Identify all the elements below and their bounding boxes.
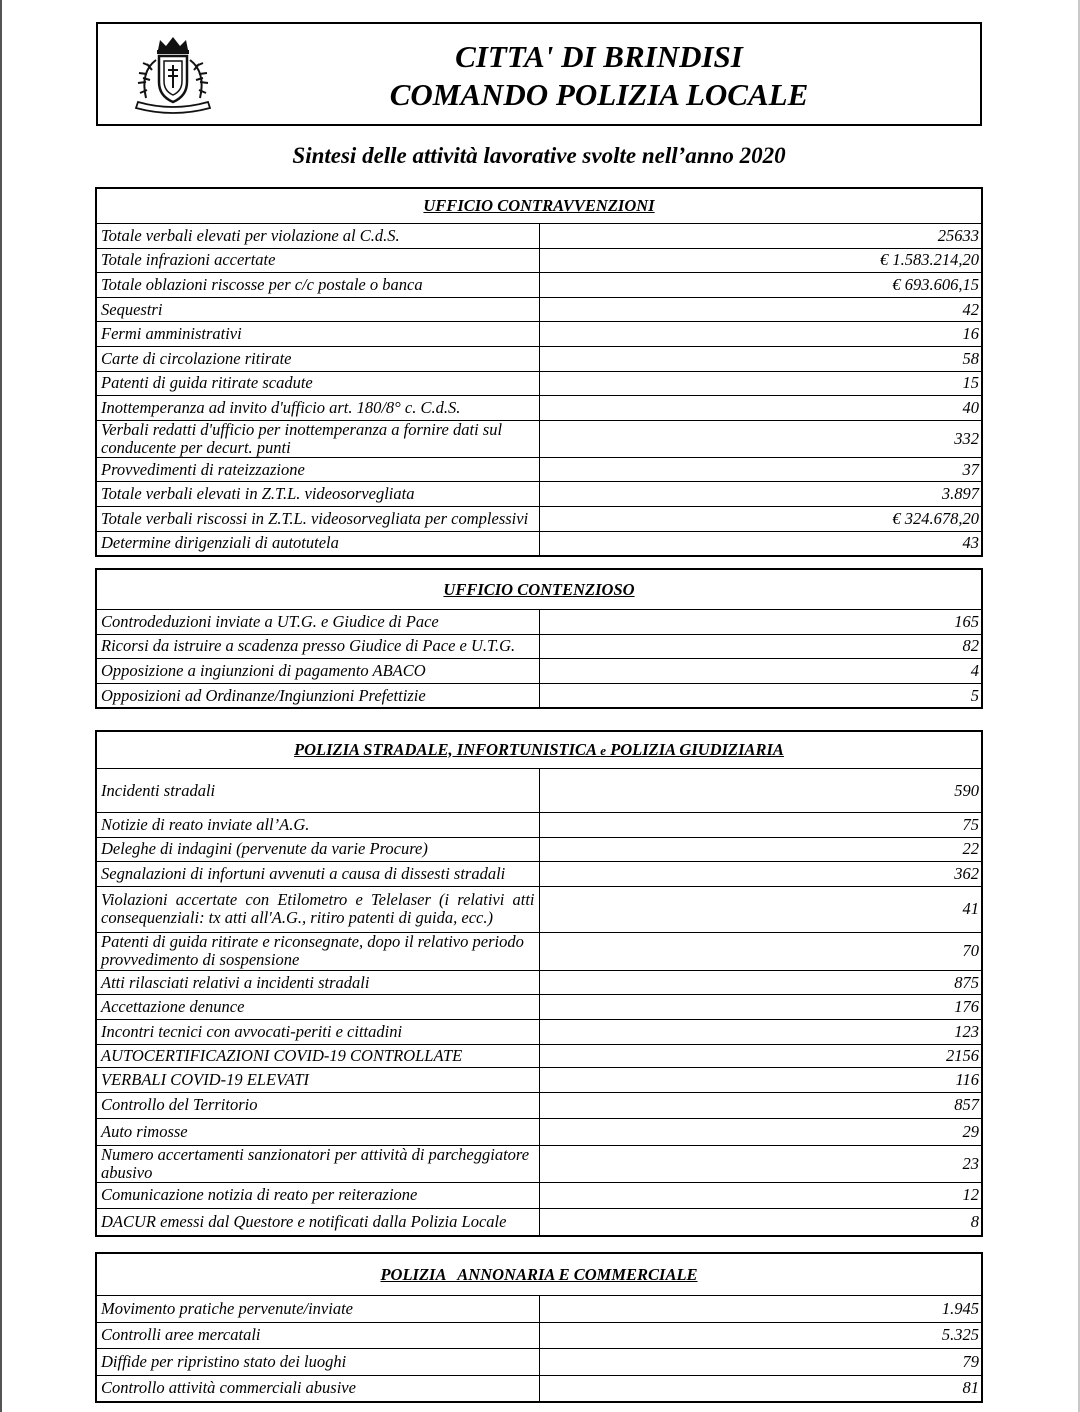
- section-ufficio-contravvenzioni: [96, 188, 982, 556]
- row-label: Provvedimenti di rateizzazione: [97, 457, 540, 482]
- table-row: [97, 862, 982, 887]
- row-value: 23: [539, 1145, 982, 1182]
- row-label: Fermi amministrativi: [97, 322, 540, 347]
- row-value: 40: [539, 396, 982, 421]
- row-label: Notizie di reato inviate all’A.G.: [97, 813, 540, 838]
- table-row: [97, 1067, 982, 1092]
- row-label: Diffide per ripristino stato dei luoghi: [97, 1349, 540, 1376]
- row-label: VERBALI COVID-19 ELEVATI: [97, 1067, 540, 1092]
- table-row: [97, 813, 982, 838]
- row-label: Totale verbali riscossi in Z.T.L. videosorvegliata per complessivi: [97, 506, 540, 531]
- table-row: [97, 837, 982, 862]
- section-ufficio-contenzioso: [96, 569, 982, 708]
- table-row: [97, 634, 982, 659]
- row-label: Inottemperanza ad invito d'ufficio art. 180/8° c. C.d.S.: [97, 396, 540, 421]
- table-row: [97, 1182, 982, 1209]
- row-value: 12: [539, 1182, 982, 1209]
- section-header-row: [97, 732, 982, 769]
- document-subtitle: Sintesi delle attività lavorative svolte nell’anno 2020: [292, 143, 786, 168]
- row-value: 58: [539, 346, 982, 371]
- table-row: [97, 396, 982, 421]
- row-value: 16: [539, 322, 982, 347]
- row-value: 25633: [539, 224, 982, 249]
- scan-edge-left: [0, 0, 2, 1412]
- row-label: Atti rilasciati relativi a incidenti stradali: [97, 970, 540, 995]
- section-title-part3: POLIZIA GIUDIZIARIA: [606, 739, 784, 759]
- table-row: [97, 482, 982, 507]
- row-value: 2156: [539, 1044, 982, 1067]
- table-row: [97, 1145, 982, 1182]
- row-label: Totale verbali elevati in Z.T.L. videosorvegliata: [97, 482, 540, 507]
- section-title-part2: e: [600, 742, 607, 758]
- row-value: 165: [539, 610, 982, 635]
- row-label: Accettazione denunce: [97, 995, 540, 1020]
- row-value: 1.945: [539, 1296, 982, 1323]
- row-label: Incontri tecnici con avvocati-periti e cittadini: [97, 1019, 540, 1044]
- row-label: Segnalazioni di infortuni avvenuti a causa di dissesti stradali: [97, 862, 540, 887]
- letterhead: [96, 22, 982, 126]
- row-label: Ricorsi da istruire a scadenza presso Giudice di Pace e U.T.G.: [97, 634, 540, 659]
- row-value: 81: [539, 1375, 982, 1402]
- row-label: Carte di circolazione ritirate: [97, 346, 540, 371]
- row-label: Verbali redatti d'ufficio per inottemperanza a fornire dati sul conducente per decurt. punti: [97, 420, 540, 457]
- table-row: [97, 273, 982, 298]
- row-value: 41: [539, 886, 982, 932]
- letterhead-title: [238, 38, 960, 114]
- table-row: [97, 1209, 982, 1236]
- table-row: [97, 322, 982, 347]
- table-row: [97, 1019, 982, 1044]
- table-row: [97, 506, 982, 531]
- section-title: UFFICIO CONTENZIOSO: [97, 570, 982, 610]
- section-polizia-stradale: [96, 731, 982, 1236]
- row-value: 857: [539, 1092, 982, 1119]
- row-label: Sequestri: [97, 297, 540, 322]
- table-row: [97, 1375, 982, 1402]
- row-label: Incidenti stradali: [97, 769, 540, 813]
- row-label: Controlli aree mercatali: [97, 1322, 540, 1349]
- table-row: [97, 659, 982, 684]
- row-value: 3.897: [539, 482, 982, 507]
- section-title: [97, 732, 982, 769]
- row-value: 116: [539, 1067, 982, 1092]
- table-row: [97, 769, 982, 813]
- row-value: 43: [539, 531, 982, 556]
- table-row: [97, 1349, 982, 1376]
- row-value: 29: [539, 1119, 982, 1146]
- table-row: [97, 224, 982, 249]
- row-label: Controllo del Territorio: [97, 1092, 540, 1119]
- row-label: Deleghe di indagini (pervenute da varie Procure): [97, 837, 540, 862]
- row-value: 875: [539, 970, 982, 995]
- table-row: [97, 886, 982, 932]
- table-row: [97, 371, 982, 396]
- table-row: [97, 297, 982, 322]
- row-label: Numero accertamenti sanzionatori per attività di parcheggiatore abusivo: [97, 1145, 540, 1182]
- row-value: 4: [539, 659, 982, 684]
- row-value: 75: [539, 813, 982, 838]
- table-row: [97, 457, 982, 482]
- row-label: Controdeduzioni inviate a UT.G. e Giudice di Pace: [97, 610, 540, 635]
- row-value: 5.325: [539, 1322, 982, 1349]
- section-title: UFFICIO CONTRAVVENZIONI: [97, 189, 982, 224]
- row-label: DACUR emessi dal Questore e notificati dalla Polizia Locale: [97, 1209, 540, 1236]
- row-value: 82: [539, 634, 982, 659]
- row-label: Auto rimosse: [97, 1119, 540, 1146]
- row-value: 79: [539, 1349, 982, 1376]
- section-title: POLIZIA ANNONARIA E COMMERCIALE: [97, 1254, 982, 1296]
- city-crest-icon: [128, 32, 218, 116]
- row-label: Totale infrazioni accertate: [97, 248, 540, 273]
- row-value: 37: [539, 457, 982, 482]
- table-row: [97, 1296, 982, 1323]
- row-value: 362: [539, 862, 982, 887]
- table-row: [97, 1092, 982, 1119]
- row-label: Opposizioni ad Ordinanze/Ingiunzioni Prefettizie: [97, 683, 540, 708]
- row-label: Controllo attività commerciali abusive: [97, 1375, 540, 1402]
- table-row: [97, 1322, 982, 1349]
- table-row: [97, 248, 982, 273]
- section-title-part1: POLIZIA STRADALE, INFORTUNISTICA: [294, 739, 601, 759]
- row-value: 123: [539, 1019, 982, 1044]
- table-row: [97, 970, 982, 995]
- row-value: 42: [539, 297, 982, 322]
- row-value: € 1.583.214,20: [539, 248, 982, 273]
- row-value: 176: [539, 995, 982, 1020]
- row-value: 590: [539, 769, 982, 813]
- row-label: Patenti di guida ritirate e riconsegnate, dopo il relativo periodo provvedimento di sospensione: [97, 932, 540, 970]
- section-header-row: [97, 1254, 982, 1296]
- row-label: Comunicazione notizia di reato per reiterazione: [97, 1182, 540, 1209]
- section-header-row: [97, 189, 982, 224]
- department-name: COMANDO POLIZIA LOCALE: [389, 77, 809, 112]
- row-value: 22: [539, 837, 982, 862]
- section-polizia-annonaria: [96, 1253, 982, 1402]
- row-label: Determine dirigenziali di autotutela: [97, 531, 540, 556]
- section-header-row: [97, 570, 982, 610]
- table-row: [97, 932, 982, 970]
- row-label: Patenti di guida ritirate scadute: [97, 371, 540, 396]
- row-value: € 324.678,20: [539, 506, 982, 531]
- table-row: [97, 995, 982, 1020]
- row-label: Violazioni accertate con Etilometro e Telelaser (i relativi atti consequenziali: tx atti all'A.G., ritiro patenti di guida, ecc.): [97, 886, 540, 932]
- table-row: [97, 531, 982, 556]
- row-value: € 693.606,15: [539, 273, 982, 298]
- row-label: Totale oblazioni riscosse per c/c postale o banca: [97, 273, 540, 298]
- row-value: 15: [539, 371, 982, 396]
- row-label: AUTOCERTIFICAZIONI COVID-19 CONTROLLATE: [97, 1044, 540, 1067]
- table-row: [97, 1044, 982, 1067]
- row-label: Movimento pratiche pervenute/inviate: [97, 1296, 540, 1323]
- table-row: [97, 610, 982, 635]
- row-label: Totale verbali elevati per violazione al C.d.S.: [97, 224, 540, 249]
- city-name: CITTA' DI BRINDISI: [455, 39, 743, 74]
- row-value: 5: [539, 683, 982, 708]
- row-value: 70: [539, 932, 982, 970]
- table-row: [97, 683, 982, 708]
- table-row: [97, 1119, 982, 1146]
- row-value: 8: [539, 1209, 982, 1236]
- row-value: 332: [539, 420, 982, 457]
- table-row: [97, 420, 982, 457]
- row-label: Opposizione a ingiunzioni di pagamento ABACO: [97, 659, 540, 684]
- table-row: [97, 346, 982, 371]
